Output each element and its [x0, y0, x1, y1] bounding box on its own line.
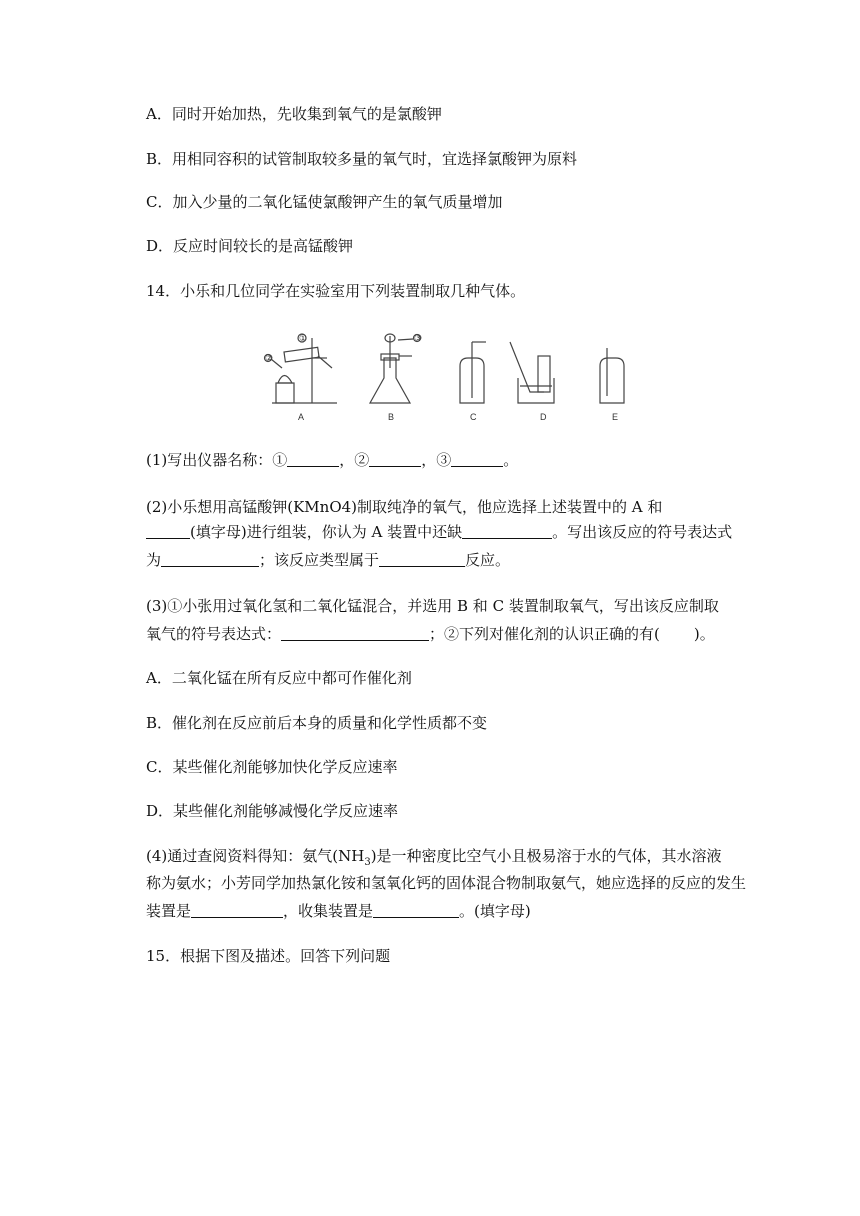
q14-option-a: A．二氧化锰在所有反应中都可作催化剂: [146, 669, 412, 687]
apparatus-b: [370, 334, 421, 403]
q13-option-d: D．反应时间较长的是高锰酸钾: [146, 237, 354, 255]
answer-blank[interactable]: [287, 452, 339, 467]
apparatus-c: [460, 342, 486, 403]
q14-part4-line2: 称为氨水；小芳同学加热氯化铵和氢氧化钙的固体混合物制取氨气，她应选择的反应的发生: [146, 874, 747, 892]
answer-blank[interactable]: [373, 903, 459, 918]
q14-part4-line1: (4)通过查阅资料得知：氨气$(NH_3)$是一种密度比空气小且极易溶于水的气体，其水溶液: [146, 847, 722, 868]
label-c: C: [470, 412, 477, 422]
answer-blank[interactable]: [451, 452, 503, 467]
q14-part2-line1: (2)小乐想用高锰酸钾(KMnO4)制取纯净的氧气，他应选择上述装置中的 A 和: [146, 498, 663, 516]
marker-1: ①: [299, 333, 308, 343]
label-b: B: [388, 412, 395, 422]
answer-blank[interactable]: [379, 552, 465, 567]
q14-part3-line1: (3)①小张用过氧化氢和二氧化锰混合，并选用 B 和 C 装置制取氧气，写出该反应制取: [146, 597, 719, 615]
marker-3: ③: [414, 333, 423, 343]
apparatus-figure: [262, 328, 642, 428]
q13-option-a: A．同时开始加热，先收集到氧气的是氯酸钾: [146, 105, 442, 123]
apparatus-a: [265, 334, 338, 403]
answer-blank[interactable]: [191, 903, 283, 918]
q14-part2-line3: 为 ；该反应类型属于 反应。: [146, 551, 511, 569]
answer-blank[interactable]: [462, 524, 552, 539]
q14-part3-line2: 氧气的符号表达式： ；②下列对催化剂的认识正确的有( )。: [146, 625, 715, 643]
q13-option-c: C．加入少量的二氧化锰使氯酸钾产生的氧气质量增加: [146, 193, 503, 211]
q14-part1: (1)写出仪器名称：① ，② ，③ 。: [146, 451, 519, 469]
answer-blank[interactable]: [146, 524, 190, 539]
label-e: E: [612, 412, 619, 422]
q13-option-b: B．用相同容积的试管制取较多量的氧气时，宜选择氯酸钾为原料: [146, 150, 578, 168]
q14-option-b: B．催化剂在反应前后本身的质量和化学性质都不变: [146, 714, 488, 732]
apparatus-d: [510, 342, 554, 403]
marker-2: ②: [265, 353, 274, 363]
answer-blank[interactable]: [161, 552, 259, 567]
q14-option-c: C．某些催化剂能够加快化学反应速率: [146, 758, 398, 776]
answer-blank[interactable]: [369, 452, 421, 467]
q15-stem: 15．根据下图及描述。回答下列问题: [146, 947, 391, 965]
apparatus-e: [600, 348, 624, 403]
q14-option-d: D．某些催化剂能够减慢化学反应速率: [146, 802, 399, 820]
q14-stem: 14．小乐和几位同学在实验室用下列装置制取几种气体。: [146, 282, 526, 300]
label-a: A: [298, 412, 305, 422]
answer-blank[interactable]: [281, 626, 429, 641]
q14-part4-line3: 装置是 ，收集装置是 。(填字母): [146, 902, 531, 920]
label-d: D: [540, 412, 547, 422]
q14-part2-line2: (填字母)进行组装，你认为 A 装置中还缺 。写出该反应的符号表达式: [146, 522, 732, 542]
